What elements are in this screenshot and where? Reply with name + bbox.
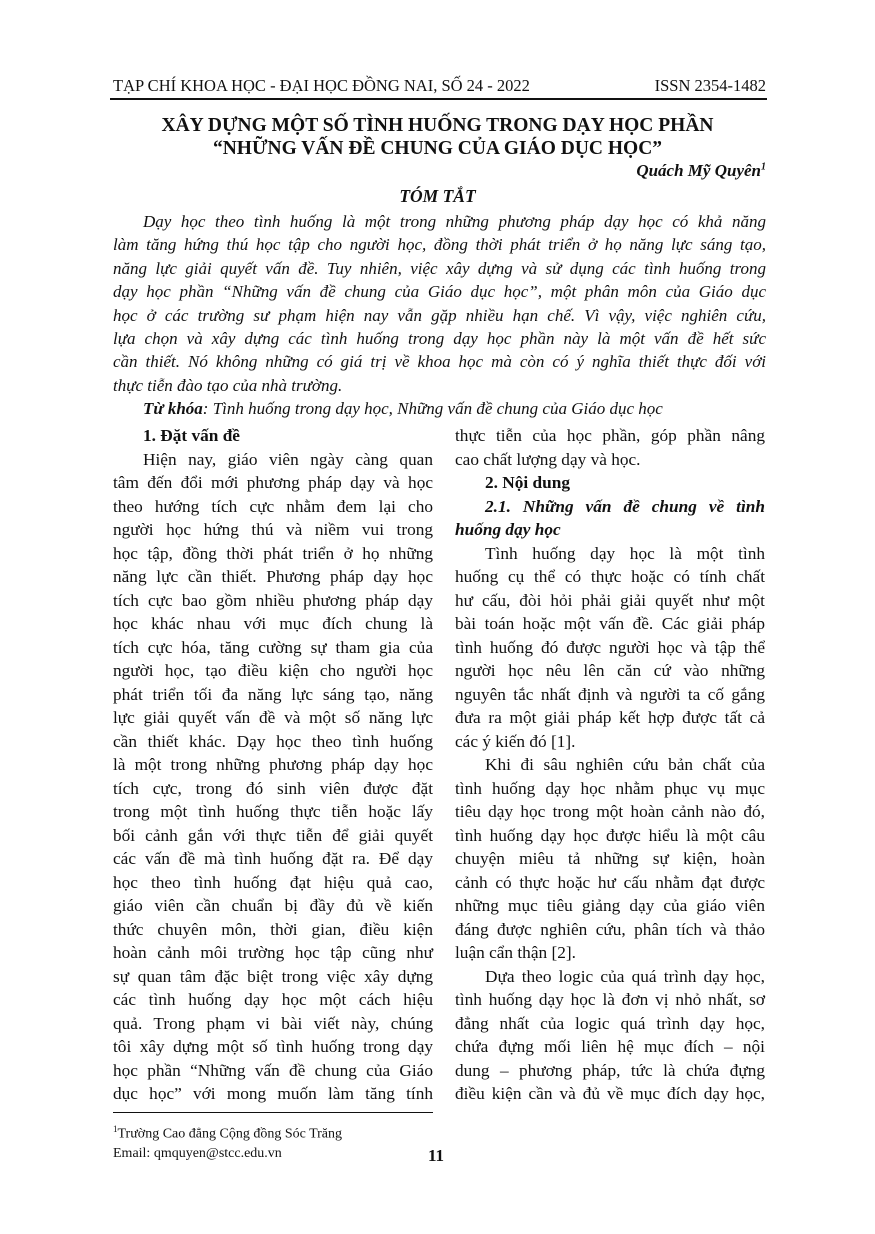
text-line: đáng được nghiên cứu, phân tích và thảo bbox=[455, 919, 765, 939]
text-line: Dựa theo logic của quá trình dạy học, bbox=[485, 966, 765, 986]
text-line: Tình huống dạy học là một tình bbox=[485, 543, 765, 563]
issn: ISSN 2354-1482 bbox=[654, 76, 766, 95]
abstract-line: Dạy học theo tình huống là một trong những phương pháp dạy học có khả năng bbox=[143, 212, 766, 231]
text-line: người học hứng thú và niềm vui trong bbox=[113, 520, 433, 539]
footnote-mark: 1 bbox=[113, 1124, 118, 1134]
text-line: hoàn cảnh môi trường học tập cũng như bbox=[113, 943, 433, 962]
author-name: Quách Mỹ Quyên bbox=[636, 161, 761, 180]
text-line: học phần “Những vấn đề chung của Giáo bbox=[113, 1060, 433, 1080]
text-line: trong một tình huống thực tiễn hoặc lấy bbox=[113, 802, 433, 821]
author bbox=[636, 161, 766, 181]
section-heading: 1. Đặt vấn đề bbox=[143, 426, 240, 445]
text-line: đưa ra một giải pháp kết hợp được tất cả bbox=[455, 708, 765, 727]
text-line: các vấn đề mà tình huống đặt ra. Để dạy bbox=[113, 849, 433, 868]
text-line: tích cực, trong đó sinh viên được đặt bbox=[113, 778, 433, 798]
abstract-line: thực tiễn đào tạo của nhà trường. bbox=[113, 375, 343, 395]
abstract-body bbox=[113, 210, 766, 397]
text-line: giáo viên cần chuẩn bị đầy đủ về kiến bbox=[113, 896, 433, 915]
text-line: Hiện nay, giáo viên ngày càng quan bbox=[143, 449, 433, 469]
abstract-line: làm tăng hứng thú học tập cho người học, đồng thời phát triển ở họ năng lực sáng tạo, bbox=[113, 235, 766, 255]
text-line: huống cụ thể có thực hoặc có tính chất bbox=[455, 567, 765, 586]
running-header bbox=[113, 76, 766, 96]
text-line: lực giải quyết vấn đề và một số năng lực bbox=[113, 708, 433, 727]
keywords bbox=[143, 399, 663, 419]
section-heading: 2. Nội dung bbox=[485, 473, 570, 492]
text-line: tích cực hóa, tăng cường sự tham gia của bbox=[113, 637, 433, 657]
keywords-text: : Tình huống trong dạy học, Những vấn đề chung của Giáo dục học bbox=[202, 399, 663, 418]
text-line: thức chuyên môn, thời gian, điều kiện bbox=[113, 919, 433, 939]
text-line: người học nêu lên căn cứ vào những bbox=[455, 661, 765, 680]
text-line: quả. Trong phạm vi bài viết này, chúng bbox=[113, 1013, 433, 1033]
text-line: tình huống đó được người học và tập thể bbox=[455, 637, 765, 657]
text-line: đẳng nhất của logic quá trình dạy học, bbox=[455, 1013, 765, 1033]
abstract-line: lựa chọn và xây dựng các tình huống trong dạy học phần này là một vấn đề hết sức bbox=[113, 329, 766, 349]
page-number: 11 bbox=[428, 1146, 445, 1165]
subsection-heading: 2.1. Những vấn đề chung về tình bbox=[485, 496, 765, 516]
text-line: tiêu dạy học trong một hoàn cảnh nào đó, bbox=[455, 802, 765, 821]
footnote-mark: 1 bbox=[761, 161, 766, 173]
text-line: là một trong những phương pháp dạy học bbox=[113, 755, 433, 774]
text-line: phát triển tối đa năng lực sáng tạo, năng bbox=[113, 684, 433, 704]
right-column bbox=[455, 424, 765, 1106]
article-title bbox=[100, 114, 775, 160]
text-line: dung – phương pháp, tức là chứa đựng bbox=[455, 1060, 765, 1080]
text-line: dục học” với mong muốn làm tăng tính bbox=[113, 1084, 433, 1103]
abstract-line: cần thiết. Nó không những có giá trị về khoa học mà còn có ý nghĩa thiết thực đối với bbox=[113, 352, 766, 372]
abstract-line: năng lực giải quyết vấn đề. Tuy nhiên, việc xây dựng và sử dụng các tình huống trong bbox=[113, 258, 766, 278]
text-line: theo hướng tích cực nhằm đem lại cho bbox=[113, 496, 433, 516]
text-line: tôi xây dựng một số tình huống trong dạy bbox=[113, 1037, 433, 1056]
footnote bbox=[113, 1120, 342, 1163]
text-line: tình huống dạy học được hiểu là một câu bbox=[455, 825, 765, 845]
text-line: hư cấu, đòi hỏi phải giải quyết như một bbox=[455, 590, 765, 610]
left-column bbox=[113, 424, 433, 1106]
text-line: học theo tình huống đạt hiệu quả cao, bbox=[113, 872, 433, 892]
header-rule bbox=[110, 98, 767, 100]
title-line: “NHỮNG VẤN ĐỀ CHUNG CỦA GIÁO DỤC HỌC” bbox=[212, 138, 663, 159]
email: Email: qmquyen@stcc.edu.vn bbox=[113, 1145, 282, 1161]
text-line: luận cẩn thận [2]. bbox=[455, 943, 576, 962]
journal-name: TẠP CHÍ KHOA HỌC - ĐẠI HỌC ĐỒNG NAI, SỐ 24 - 2022 bbox=[113, 76, 530, 95]
footnote-rule bbox=[113, 1112, 433, 1113]
text-line: thực tiễn của học phần, góp phần nâng bbox=[455, 426, 765, 445]
text-line: năng lực cần thiết. Phương pháp dạy học bbox=[113, 567, 433, 586]
text-line: tình huống dạy học là đơn vị nhỏ nhất, sơ bbox=[455, 990, 765, 1009]
text-line: nguyên tắc nhất định và người ta cố gắng bbox=[455, 684, 765, 704]
text-line: học khác nhau với mục đích chung là bbox=[113, 614, 433, 633]
text-line: các tình huống dạy học một cách hiệu bbox=[113, 990, 433, 1009]
abstract-heading: TÓM TẮT bbox=[399, 186, 476, 206]
text-line: tâm đến đổi mới phương pháp dạy và học bbox=[113, 473, 433, 492]
subsection-heading: huống dạy học bbox=[455, 520, 561, 539]
text-line: sự quan tâm đặc biệt trong việc xây dựng bbox=[113, 966, 433, 986]
text-line: cần thiết khác. Dạy học theo tình huống bbox=[113, 731, 433, 751]
abstract-line: học ở các trường sư phạm hiện nay vẫn gặp nhiều hạn chế. Vì vậy, việc nghiên cứu, bbox=[113, 305, 766, 325]
keywords-label: Từ khóa bbox=[143, 399, 203, 418]
text-line: Khi đi sâu nghiên cứu bản chất của bbox=[485, 755, 765, 774]
text-line: người học, tạo điều kiện cho người học bbox=[113, 661, 433, 680]
text-line: điều kiện cần và đủ về mục đích dạy học, bbox=[455, 1084, 765, 1103]
text-line: cao chất lượng dạy và học. bbox=[455, 449, 641, 469]
text-line: tình huống dạy học nhằm phục vụ mục bbox=[455, 778, 765, 798]
text-line: các ý kiến đó [1]. bbox=[455, 731, 576, 751]
text-line: học tập, đồng thời phát triển ở họ những bbox=[113, 543, 433, 563]
text-line: tích cực bao gồm nhiều phương pháp dạy bbox=[113, 590, 433, 610]
text-line: chứa đựng mối liên hệ mục đích – nội bbox=[455, 1037, 765, 1056]
text-line: bài toán hoặc một vấn đề. Các giải pháp bbox=[455, 614, 765, 633]
abstract-line: dạy học phần “Những vấn đề chung của Giáo dục học”, một phân môn của Giáo dục bbox=[113, 282, 766, 302]
text-line: cảnh có thực hoặc hư cấu nhằm đạt được bbox=[455, 872, 765, 892]
text-line: chuyện miêu tả những sự kiện, hoàn bbox=[455, 849, 765, 868]
text-line: những mục tiêu giảng dạy của giáo viên bbox=[455, 896, 765, 915]
text-line: bối cảnh gắn với thực tiễn để giải quyết bbox=[113, 825, 433, 845]
affiliation: Trường Cao đẳng Cộng đồng Sóc Trăng bbox=[117, 1126, 342, 1142]
title-line: XÂY DỰNG MỘT SỐ TÌNH HUỐNG TRONG DẠY HỌC PHẦN bbox=[161, 115, 714, 136]
